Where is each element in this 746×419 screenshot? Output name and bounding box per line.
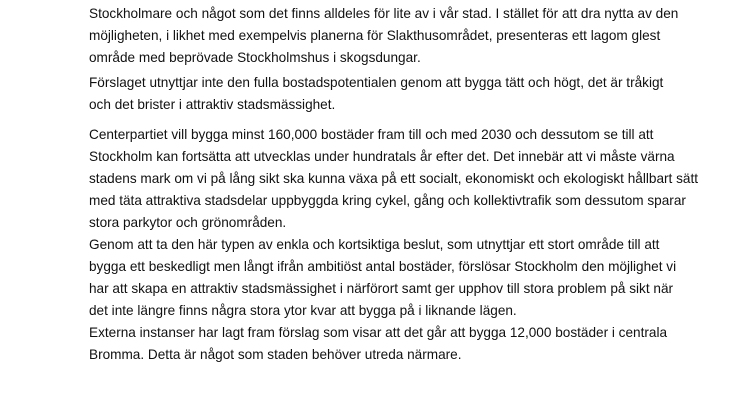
paragraph-1: Stockholmare och något som det finns alldeles för lite av i vår stad. I stället för att dra nytta av den möjligheten, i likhet med exempelvis planerna för Slakthusområdet, presenteras ett lagom glest område med beprövade Stockholmshus i skogsdungar. <box>89 6 679 65</box>
paragraph-3: Centerpartiet vill bygga minst 160,000 bostäder fram till och med 2030 och dessutom se till att Stockholm kan fortsätta att utvecklas under hundratals år efter det. Det innebär att vi måste värna stadens mark om vi på lång sikt ska kunna växa på ett socialt, ekonomiskt och ekologiskt hållbart sätt med täta attraktiva stadsdelar uppbyggda kring cykel, gång och kollektivtrafik som dessutom sparar stora parkytor och grönområden. <box>89 127 698 230</box>
paragraph-4: Genom att ta den här typen av enkla och kortsiktiga beslut, som utnyttjar ett stort område till att bygga ett beskedligt men långt ifrån ambitiöst antal bostäder, förslösar Stockholm den möjlighet vi har att skapa en attraktiv stadsmässighet i närförort samt ger upphov till stora problem på sikt när det inte längre finns några stora ytor kvar att bygga på i liknande lägen. <box>89 237 677 318</box>
paragraph-2: Förslaget utnyttjar inte den fulla bostadspotentialen genom att bygga tätt och högt, det är tråkigt och det brister i attraktiv stadsmässighet. <box>89 75 664 112</box>
paragraph-5: Externa instanser har lagt fram förslag som visar att det går att bygga 12,000 bostäder i centrala Bromma. Detta är något som staden behöver utreda närmare. <box>89 325 668 362</box>
